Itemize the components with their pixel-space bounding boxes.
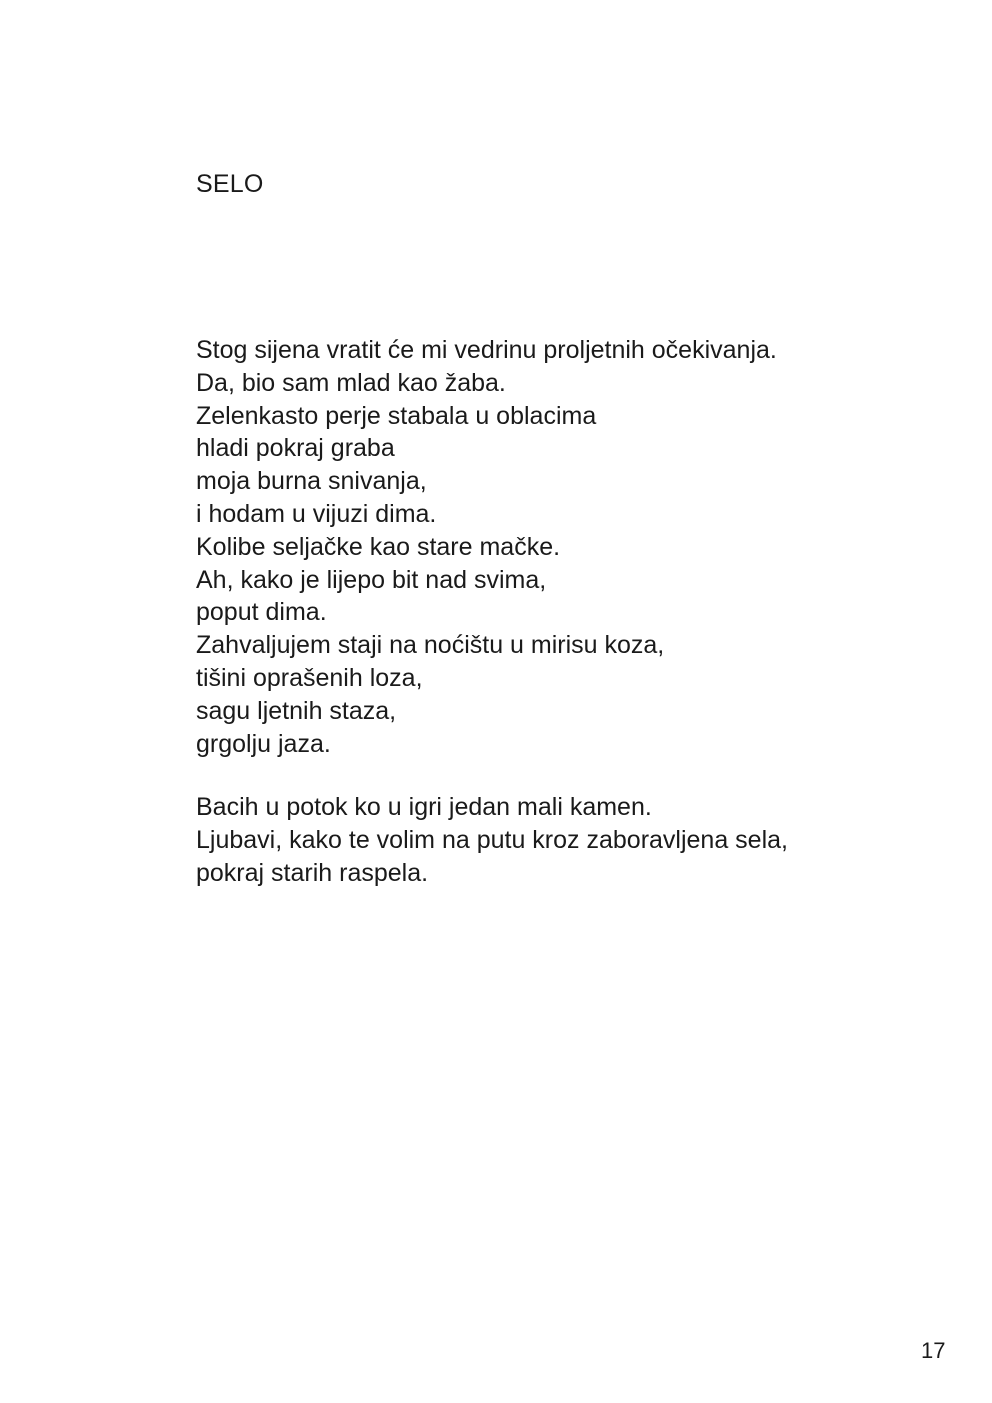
- poem-line: Stog sijena vratit će mi vedrinu proljetnih očekivanja.: [196, 336, 777, 364]
- poem-line: i hodam u vijuzi dima.: [196, 499, 437, 528]
- poem-line: hladi pokraj graba: [196, 434, 395, 463]
- poem-line: Da, bio sam mlad kao žaba.: [196, 368, 506, 397]
- poem-stanza-1: [196, 334, 777, 760]
- poem-stanza-2: [196, 791, 788, 889]
- poem-line: Zahvaljujem staji na noćištu u mirisu koza,: [196, 631, 665, 660]
- poem-line: pokraj starih raspela.: [196, 858, 429, 887]
- poem-line: Kolibe seljačke kao stare mačke.: [196, 532, 561, 561]
- poem-line: grgolju jaza.: [196, 729, 331, 758]
- poem-line: Ljubavi, kako te volim na putu kroz zaboravljena sela,: [196, 825, 788, 854]
- poem-title: SELO: [196, 170, 264, 198]
- poem-line: poput dima.: [196, 598, 327, 627]
- poem-line: tišini oprašenih loza,: [196, 663, 423, 692]
- poem-line: sagu ljetnih staza,: [196, 696, 397, 725]
- page-number: 17: [921, 1338, 946, 1363]
- poem-line: moja burna snivanja,: [196, 467, 427, 496]
- poem-line: Bacih u potok ko u igri jedan mali kamen.: [196, 793, 652, 821]
- poem-line: Zelenkasto perje stabala u oblacima: [196, 401, 597, 430]
- poem-line: Ah, kako je lijepo bit nad svima,: [196, 565, 547, 594]
